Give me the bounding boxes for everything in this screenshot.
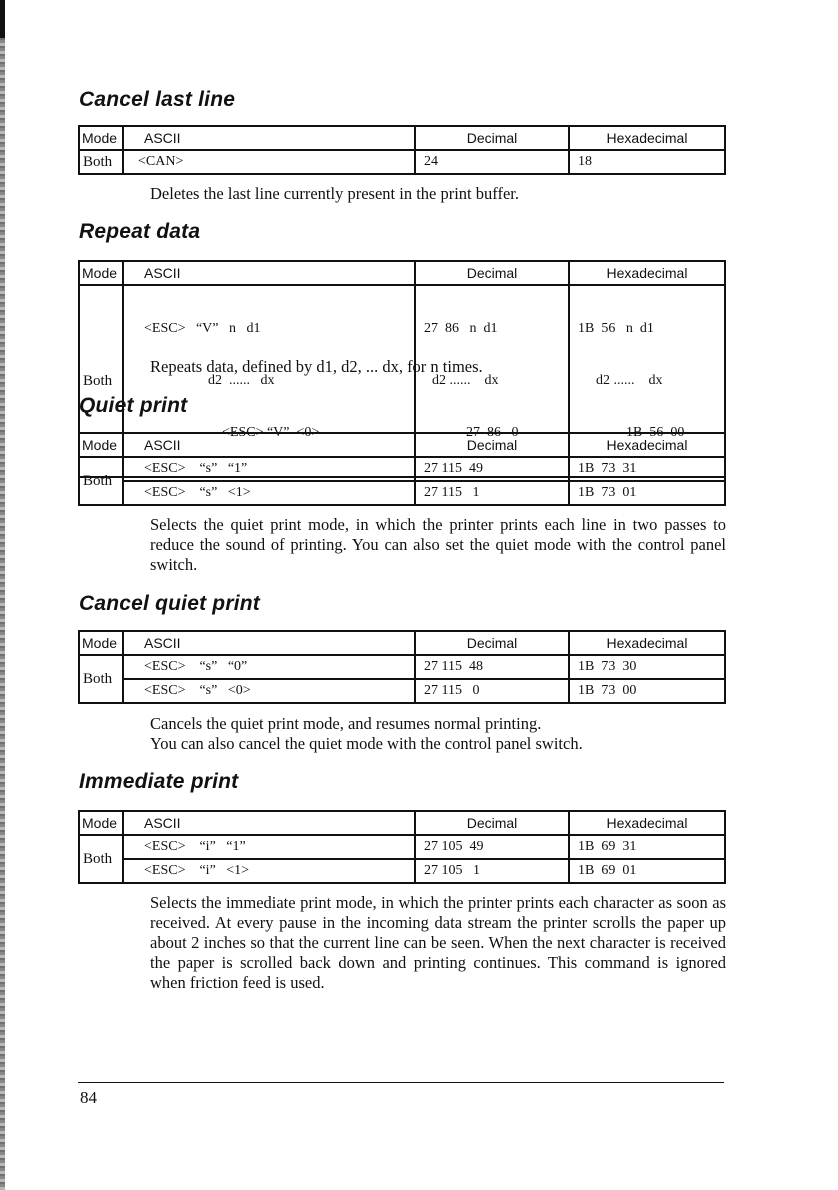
table-row bbox=[79, 859, 725, 883]
ascii-cell: <ESC> “i” <1> bbox=[123, 859, 415, 883]
header-hex: Hexadecimal bbox=[569, 433, 725, 457]
table-row bbox=[79, 679, 725, 703]
description-immediate-print bbox=[150, 893, 726, 993]
ascii-line: d2 ...... dx bbox=[208, 373, 275, 388]
header-mode: Mode bbox=[79, 811, 123, 835]
hex-cell: 1B 73 31 bbox=[569, 457, 725, 481]
command-table-cancel-quiet-print bbox=[78, 630, 726, 704]
header-ascii: ASCII bbox=[123, 261, 415, 285]
description-text: Repeats data, defined by d1, d2, ... dx, for n times. bbox=[150, 357, 483, 376]
command-table-cancel-last-line bbox=[78, 125, 726, 175]
header-hex: Hexadecimal bbox=[569, 811, 725, 835]
hex-cell: 1B 73 30 bbox=[569, 655, 725, 679]
decimal-line: d2 ...... dx bbox=[432, 373, 499, 388]
table-row bbox=[79, 655, 725, 679]
table-header-row bbox=[79, 811, 725, 835]
decimal-cell: 27 115 49 bbox=[415, 457, 569, 481]
ascii-cell: <ESC> “s” “0” bbox=[123, 655, 415, 679]
header-decimal: Decimal bbox=[415, 433, 569, 457]
binding-edge bbox=[0, 0, 5, 1190]
header-ascii: ASCII bbox=[123, 126, 415, 150]
table-header-row bbox=[79, 433, 725, 457]
decimal-cell: 27 115 48 bbox=[415, 655, 569, 679]
decimal-cell: 27 105 1 bbox=[415, 859, 569, 883]
table-row bbox=[79, 150, 725, 174]
section-title-repeat-data: Repeat data bbox=[79, 220, 201, 243]
header-ascii: ASCII bbox=[123, 631, 415, 655]
table-header-row bbox=[79, 631, 725, 655]
hex-line: d2 ...... dx bbox=[596, 373, 663, 388]
mode-cell: Both bbox=[79, 457, 123, 505]
header-mode: Mode bbox=[79, 261, 123, 285]
header-decimal: Decimal bbox=[415, 631, 569, 655]
table-header-row bbox=[79, 126, 725, 150]
header-decimal: Decimal bbox=[415, 261, 569, 285]
footer-rule bbox=[78, 1082, 724, 1083]
description-text: Cancels the quiet print mode, and resumes normal printing. bbox=[150, 714, 542, 733]
ascii-line: <ESC> “V” <0> bbox=[222, 425, 320, 440]
page-number: 84 bbox=[80, 1088, 97, 1107]
decimal-cell: 27 115 0 bbox=[415, 679, 569, 703]
header-mode: Mode bbox=[79, 126, 123, 150]
description-repeat-data bbox=[150, 357, 726, 377]
command-table-quiet-print bbox=[78, 432, 726, 506]
decimal-cell: 27 115 1 bbox=[415, 481, 569, 505]
hex-line: 1B 56 00 bbox=[626, 425, 685, 440]
header-ascii: ASCII bbox=[123, 433, 415, 457]
header-decimal: Decimal bbox=[415, 811, 569, 835]
command-table-immediate-print bbox=[78, 810, 726, 884]
decimal-line: 27 86 0 bbox=[466, 425, 519, 440]
decimal-line: 27 86 n d1 bbox=[424, 321, 498, 336]
ascii-cell: <CAN> bbox=[123, 150, 415, 174]
hex-cell: 1B 69 01 bbox=[569, 859, 725, 883]
hex-cell: 1B 73 00 bbox=[569, 679, 725, 703]
mode-cell: Both bbox=[79, 285, 123, 477]
ascii-line: <ESC> “V” n d1 bbox=[144, 321, 261, 336]
description-text: Selects the immediate print mode, in which the printer prints each character as soon as received. At every pause in the incoming data stream the printer scrolls the paper up about 2 inches so that the current line can be seen. When the next character is received the paper is scrolled back down and printing continues. This command is ignored when friction feed is used. bbox=[150, 893, 726, 992]
section-title-immediate-print: Immediate print bbox=[79, 770, 239, 793]
section-title-quiet-print: Quiet print bbox=[79, 394, 188, 417]
description-cancel-quiet-print bbox=[150, 714, 726, 754]
ascii-cell: <ESC> “i” “1” bbox=[123, 835, 415, 859]
description-text: Selects the quiet print mode, in which the printer prints each line in two passes to reduce the sound of printing. You can also set the quiet mode with the control panel switch. bbox=[150, 515, 726, 574]
mode-cell: Both bbox=[79, 835, 123, 883]
section-title-cancel-quiet-print: Cancel quiet print bbox=[79, 592, 260, 615]
header-hex: Hexadecimal bbox=[569, 631, 725, 655]
mode-cell: Both bbox=[79, 655, 123, 703]
binding-mark bbox=[0, 0, 5, 38]
header-hex: Hexadecimal bbox=[569, 261, 725, 285]
hex-cell: 1B 73 01 bbox=[569, 481, 725, 505]
section-title-cancel-last-line: Cancel last line bbox=[79, 88, 236, 111]
header-ascii: ASCII bbox=[123, 811, 415, 835]
description-text: You can also cancel the quiet mode with the control panel switch. bbox=[150, 734, 583, 753]
table-row bbox=[79, 481, 725, 505]
header-mode: Mode bbox=[79, 631, 123, 655]
hex-cell: 18 bbox=[569, 150, 725, 174]
ascii-cell: <ESC> “s” “1” bbox=[123, 457, 415, 481]
mode-cell: Both bbox=[79, 150, 123, 174]
hex-cell: 1B 69 31 bbox=[569, 835, 725, 859]
decimal-cell: 24 bbox=[415, 150, 569, 174]
header-mode: Mode bbox=[79, 433, 123, 457]
description-text: Deletes the last line currently present in the print buffer. bbox=[150, 184, 519, 203]
header-hex: Hexadecimal bbox=[569, 126, 725, 150]
table-row bbox=[79, 835, 725, 859]
ascii-cell: <ESC> “s” <1> bbox=[123, 481, 415, 505]
decimal-cell: 27 105 49 bbox=[415, 835, 569, 859]
table-header-row bbox=[79, 261, 725, 285]
ascii-cell: <ESC> “s” <0> bbox=[123, 679, 415, 703]
description-cancel-last-line bbox=[150, 184, 726, 204]
table-row bbox=[79, 457, 725, 481]
header-decimal: Decimal bbox=[415, 126, 569, 150]
hex-line: 1B 56 n d1 bbox=[578, 321, 654, 336]
description-quiet-print bbox=[150, 515, 726, 575]
